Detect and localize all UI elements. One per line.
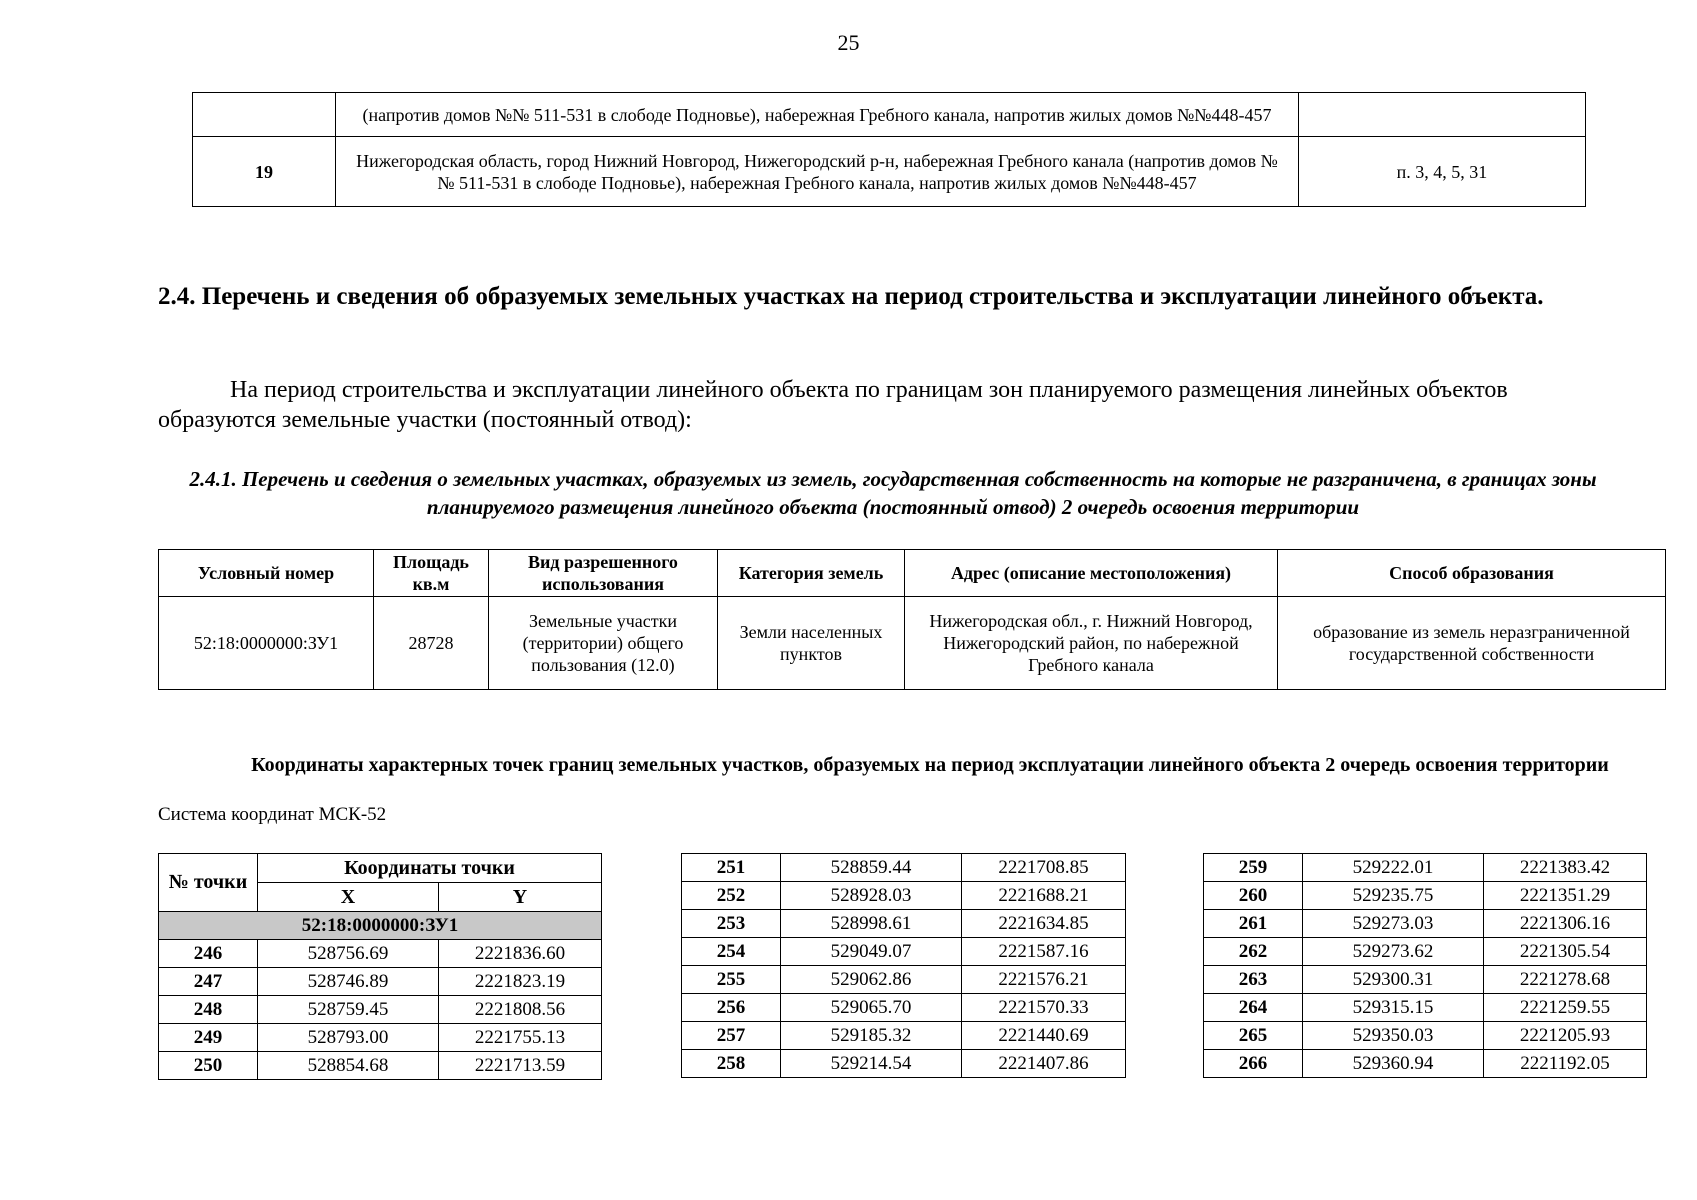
section-heading: 2.4. Перечень и сведения об образуемых земельных участках на период строительства и эксплуатации линейного объекта. — [158, 283, 1544, 310]
x-coordinate-cell: 529185.32 — [781, 1022, 962, 1050]
y-coordinate-cell: 2221823.19 — [439, 968, 602, 996]
zone-row — [159, 912, 602, 940]
x-coordinate-cell: 529300.31 — [1303, 966, 1484, 994]
table-row — [159, 968, 602, 996]
land-plot-table — [158, 549, 1666, 690]
y-coordinate-cell: 2221713.59 — [439, 1052, 602, 1080]
point-number-cell: 258 — [682, 1050, 781, 1078]
point-number-cell: 255 — [682, 966, 781, 994]
point-number-cell: 260 — [1204, 882, 1303, 910]
table-row — [682, 938, 1126, 966]
table-row — [1204, 994, 1647, 1022]
y-coordinate-cell: 2221570.33 — [962, 994, 1126, 1022]
address-cell: Нижегородская область, город Нижний Новгород, Нижегородский р-н, набережная Гребного канала (напротив домов №№ 511-531 в слободе Подновье), набережная Гребного канала, напротив жилых домов №№448-457 — [336, 137, 1299, 207]
point-number-cell: 259 — [1204, 854, 1303, 882]
point-number-cell: 265 — [1204, 1022, 1303, 1050]
subsection-heading: 2.4.1. Перечень и сведения о земельных участках, образуемых из земель, государственная собственность на которые не разграничена, в границах зоны планируемого размещения линейного объекта (постоянный отвод) 2 очередь освоения территории — [189, 467, 1597, 519]
header-x: X — [258, 883, 439, 912]
y-coordinate-cell: 2221192.05 — [1484, 1050, 1647, 1078]
point-number-cell: 257 — [682, 1022, 781, 1050]
x-coordinate-cell: 529214.54 — [781, 1050, 962, 1078]
point-number-cell: 262 — [1204, 938, 1303, 966]
x-coordinate-cell: 529222.01 — [1303, 854, 1484, 882]
x-coordinate-cell: 528854.68 — [258, 1052, 439, 1080]
coordinate-table-3 — [1203, 853, 1647, 1078]
y-coordinate-cell: 2221351.29 — [1484, 882, 1647, 910]
table-row — [1204, 966, 1647, 994]
table-row — [159, 1052, 602, 1080]
header-coordinates: Координаты точки — [258, 854, 602, 883]
y-coordinate-cell: 2221634.85 — [962, 910, 1126, 938]
y-coordinate-cell: 2221587.16 — [962, 938, 1126, 966]
zone-label: 52:18:0000000:ЗУ1 — [159, 912, 602, 940]
table-row — [682, 854, 1126, 882]
x-coordinate-cell: 528756.69 — [258, 940, 439, 968]
point-number-cell: 266 — [1204, 1050, 1303, 1078]
y-coordinate-cell: 2221383.42 — [1484, 854, 1647, 882]
table-header-row — [159, 854, 602, 883]
coordinate-system-label: Система координат МСК-52 — [158, 804, 387, 825]
table-row — [1204, 910, 1647, 938]
table-row — [682, 1022, 1126, 1050]
table-row — [682, 1050, 1126, 1078]
row-number-cell — [193, 93, 336, 137]
table-row — [1204, 1022, 1647, 1050]
address-continuation-table — [192, 92, 1586, 207]
table-row — [159, 1024, 602, 1052]
header-area: Площадь кв.м — [374, 550, 489, 597]
y-coordinate-cell: 2221259.55 — [1484, 994, 1647, 1022]
y-coordinate-cell: 2221576.21 — [962, 966, 1126, 994]
reference-cell — [1299, 93, 1586, 137]
table-row — [682, 882, 1126, 910]
point-number-cell: 250 — [159, 1052, 258, 1080]
point-number-cell: 256 — [682, 994, 781, 1022]
reference-cell: п. 3, 4, 5, 31 — [1299, 137, 1586, 207]
point-number-cell: 252 — [682, 882, 781, 910]
table-row — [1204, 882, 1647, 910]
y-coordinate-cell: 2221440.69 — [962, 1022, 1126, 1050]
point-number-cell: 247 — [159, 968, 258, 996]
coordinate-table-1 — [158, 853, 602, 1080]
y-coordinate-cell: 2221688.21 — [962, 882, 1126, 910]
point-number-cell: 246 — [159, 940, 258, 968]
cell-conditional-number: 52:18:0000000:ЗУ1 — [159, 597, 374, 690]
point-number-cell: 253 — [682, 910, 781, 938]
page-number: 25 — [837, 30, 860, 55]
table-row — [1204, 1050, 1647, 1078]
x-coordinate-cell: 529273.03 — [1303, 910, 1484, 938]
y-coordinate-cell: 2221305.54 — [1484, 938, 1647, 966]
x-coordinate-cell: 529273.62 — [1303, 938, 1484, 966]
row-number-cell: 19 — [193, 137, 336, 207]
y-coordinate-cell: 2221836.60 — [439, 940, 602, 968]
point-number-cell: 263 — [1204, 966, 1303, 994]
table-row — [193, 137, 1586, 207]
point-number-cell: 248 — [159, 996, 258, 1024]
x-coordinate-cell: 529315.15 — [1303, 994, 1484, 1022]
x-coordinate-cell: 529350.03 — [1303, 1022, 1484, 1050]
coordinates-heading: Координаты характерных точек границ земельных участков, образуемых на период эксплуатации линейного объекта 2 очередь освоения территории — [251, 754, 1609, 776]
point-number-cell: 261 — [1204, 910, 1303, 938]
point-number-cell: 264 — [1204, 994, 1303, 1022]
cell-permitted-use: Земельные участки (территории) общего пользования (12.0) — [489, 597, 718, 690]
x-coordinate-cell: 529235.75 — [1303, 882, 1484, 910]
y-coordinate-cell: 2221278.68 — [1484, 966, 1647, 994]
point-number-cell: 249 — [159, 1024, 258, 1052]
x-coordinate-cell: 528859.44 — [781, 854, 962, 882]
intro-paragraph: На период строительства и эксплуатации линейного объекта по границам зон планируемого размещения линейных объектов образуются земельные участки (постоянный отвод): — [158, 377, 1508, 433]
table-row — [682, 910, 1126, 938]
table-row — [1204, 938, 1647, 966]
x-coordinate-cell: 529360.94 — [1303, 1050, 1484, 1078]
table-header-row — [159, 550, 1666, 597]
x-coordinate-cell: 528998.61 — [781, 910, 962, 938]
table-row — [193, 93, 1586, 137]
header-land-category: Категория земель — [718, 550, 905, 597]
table-row — [1204, 854, 1647, 882]
header-conditional-number: Условный номер — [159, 550, 374, 597]
cell-address: Нижегородская обл., г. Нижний Новгород, Нижегородский район, по набережной Гребного канала — [905, 597, 1278, 690]
x-coordinate-cell: 529049.07 — [781, 938, 962, 966]
coordinate-table-2 — [681, 853, 1126, 1078]
x-coordinate-cell: 528746.89 — [258, 968, 439, 996]
y-coordinate-cell: 2221755.13 — [439, 1024, 602, 1052]
x-coordinate-cell: 528928.03 — [781, 882, 962, 910]
cell-formation-method: образование из земель неразграниченной государственной собственности — [1278, 597, 1666, 690]
header-formation-method: Способ образования — [1278, 550, 1666, 597]
table-row — [682, 994, 1126, 1022]
x-coordinate-cell: 528759.45 — [258, 996, 439, 1024]
point-number-cell: 251 — [682, 854, 781, 882]
x-coordinate-cell: 528793.00 — [258, 1024, 439, 1052]
x-coordinate-cell: 529062.86 — [781, 966, 962, 994]
cell-area: 28728 — [374, 597, 489, 690]
header-address: Адрес (описание местоположения) — [905, 550, 1278, 597]
table-row — [159, 940, 602, 968]
header-permitted-use: Вид разрешенного использования — [489, 550, 718, 597]
y-coordinate-cell: 2221407.86 — [962, 1050, 1126, 1078]
table-row — [159, 597, 1666, 690]
point-number-cell: 254 — [682, 938, 781, 966]
x-coordinate-cell: 529065.70 — [781, 994, 962, 1022]
cell-land-category: Земли населенных пунктов — [718, 597, 905, 690]
y-coordinate-cell: 2221708.85 — [962, 854, 1126, 882]
y-coordinate-cell: 2221306.16 — [1484, 910, 1647, 938]
header-point-number: № точки — [159, 854, 258, 912]
y-coordinate-cell: 2221205.93 — [1484, 1022, 1647, 1050]
table-row — [159, 996, 602, 1024]
table-row — [682, 966, 1126, 994]
address-cell: (напротив домов №№ 511-531 в слободе Подновье), набережная Гребного канала, напротив жилых домов №№448-457 — [336, 93, 1299, 137]
y-coordinate-cell: 2221808.56 — [439, 996, 602, 1024]
header-y: Y — [439, 883, 602, 912]
